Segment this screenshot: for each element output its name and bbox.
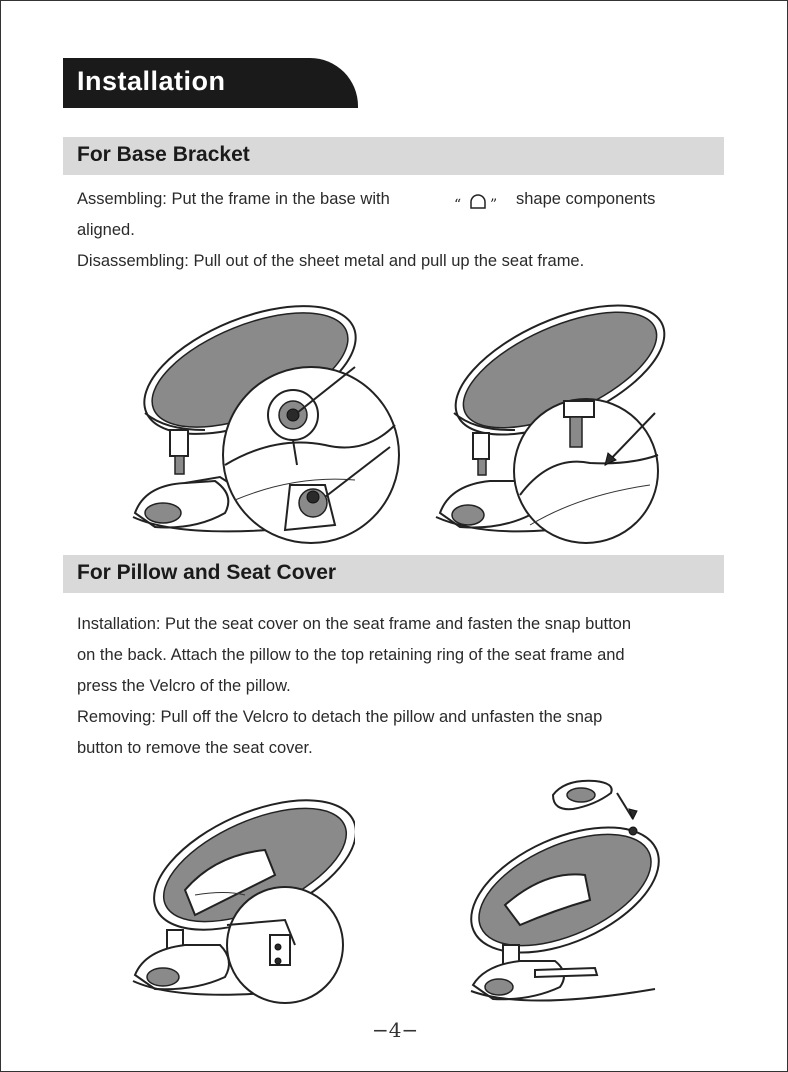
section-title: For Pillow and Seat Cover <box>77 561 337 584</box>
pillow-illustration <box>465 775 665 1007</box>
removing-text-line-1: Removing: Pull off the Velcro to detach the pillow and unfasten the snap <box>77 708 603 726</box>
circle-shape-symbol-icon <box>453 190 505 214</box>
page-title-tab <box>63 58 358 108</box>
disassembling-illustration <box>430 285 670 550</box>
page-title: Installation <box>77 66 226 96</box>
assembling-text: Assembling: Put the frame in the base with <box>77 190 390 208</box>
removing-text-line-2: button to remove the seat cover. <box>77 739 313 757</box>
seat-cover-illustration <box>125 795 355 1005</box>
close-quote: ” <box>490 197 498 213</box>
installation-text-line-1: Installation: Put the seat cover on the seat frame and fasten the snap button <box>77 615 632 633</box>
open-quote: “ <box>454 197 462 213</box>
disassembling-text: Disassembling: Pull out of the sheet metal and pull up the seat frame. <box>77 252 585 270</box>
section-header-base-bracket <box>63 137 724 175</box>
assembling-text-cont: shape components <box>516 190 656 208</box>
assembling-illustration <box>125 285 400 555</box>
section-title: For Base Bracket <box>77 143 250 166</box>
assembling-text-end: aligned. <box>77 221 135 239</box>
page-number: −4− <box>372 1018 419 1042</box>
installation-text-line-3: press the Velcro of the pillow. <box>77 677 291 695</box>
section-header-pillow-seat-cover <box>63 555 724 593</box>
installation-text-line-2: on the back. Attach the pillow to the top retaining ring of the seat frame and <box>77 646 625 664</box>
